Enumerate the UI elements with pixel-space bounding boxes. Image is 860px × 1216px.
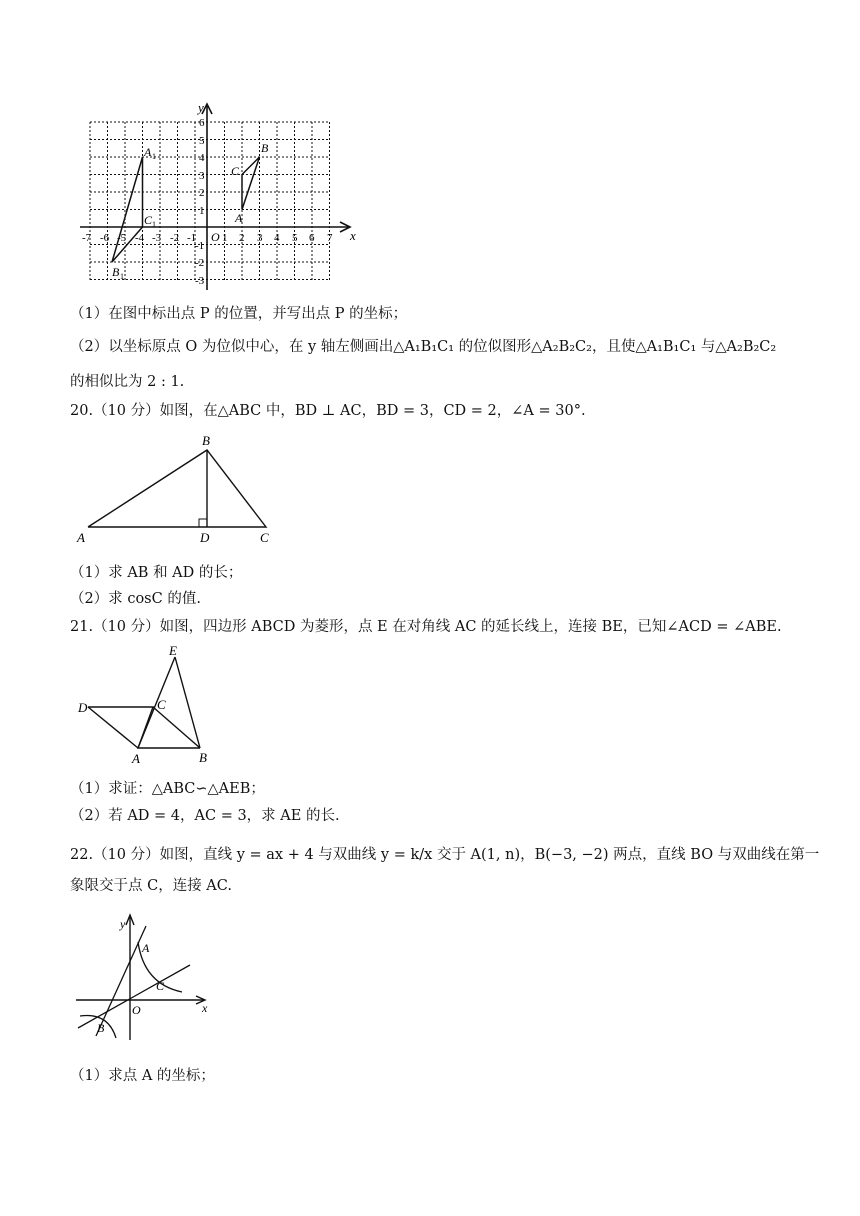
x-tick: 3	[257, 232, 263, 244]
right-angle-mark	[199, 519, 207, 527]
label-a: A	[142, 941, 150, 955]
y-tick: 6	[199, 117, 205, 129]
q20-stem: 20.（10 分）如图，在△ABC 中，BD ⊥ AC，BD = 3，CD = 2，∠A = 30°.	[70, 403, 586, 419]
q19-part1: （1）在图中标出点 P 的位置，并写出点 P 的坐标；	[70, 306, 408, 322]
triangle-abc	[88, 450, 266, 527]
y-tick: -1	[195, 240, 205, 252]
line-bo	[78, 965, 190, 1028]
q21-part1: （1）求证：△ABC∽△AEB；	[70, 781, 265, 797]
x-tick: -2	[170, 232, 180, 244]
label-b1-sub: 1	[120, 272, 124, 281]
origin-label: O	[132, 1003, 141, 1017]
y-tick: 2	[199, 187, 205, 199]
rhombus-abcd	[88, 707, 200, 748]
q21-rhombus-figure	[72, 640, 222, 770]
triangle-abc	[242, 157, 260, 210]
x-tick: 7	[327, 232, 333, 244]
q19-part2-line1: （2）以坐标原点 O 为位似中心，在 y 轴左侧画出△A₁B₁C₁ 的位似图形△A₂B₂C₂，且使△A₁B₁C₁ 与△A₂B₂C₂	[70, 339, 777, 355]
label-c: C	[157, 697, 166, 712]
q20-part2: （2）求 cosC 的值.	[70, 591, 201, 607]
x-axis-label: x	[350, 228, 356, 243]
x-tick: -1	[187, 232, 197, 244]
grid-lines	[90, 122, 330, 280]
x-tick: 4	[274, 232, 280, 244]
segment-be	[175, 657, 200, 748]
q21-stem: 21.（10 分）如图，四边形 ABCD 为菱形，点 E 在对角线 AC 的延长线上，连接 BE，已知∠ACD = ∠ABE.	[70, 619, 782, 635]
y-tick: -3	[195, 275, 205, 287]
q19-part2-line2: 的相似比为 2 : 1.	[70, 374, 185, 390]
y-tick: 5	[199, 135, 205, 147]
q19-grid-figure	[76, 100, 366, 290]
y-tick: 4	[199, 152, 205, 164]
label-a1: A	[144, 145, 152, 159]
q20-part1: （1）求 AB 和 AD 的长；	[70, 565, 243, 581]
label-c1-sub: 1	[152, 220, 156, 229]
q22-stem-line1: 22.（10 分）如图，直线 y = ax + 4 与双曲线 y = k/x 交于 A(1, n)，B(−3, −2) 两点，直线 BO 与双曲线在第一	[70, 847, 820, 863]
side-da	[88, 707, 138, 748]
label-c: C	[260, 530, 269, 545]
label-d: D	[200, 530, 210, 545]
x-tick: -5	[117, 232, 127, 244]
q21-part2: （2）若 AD = 4，AC = 3，求 AE 的长.	[70, 808, 340, 824]
y-axis-label: y	[198, 100, 204, 115]
label-b: B	[199, 750, 207, 765]
y-tick: 1	[199, 205, 205, 217]
label-b: B	[97, 1021, 105, 1035]
q22-part1: （1）求点 A 的坐标；	[70, 1068, 215, 1084]
label-b: B	[202, 433, 210, 448]
label-d: D	[78, 700, 88, 715]
x-tick: 2	[239, 232, 245, 244]
label-c: C	[231, 164, 240, 178]
triangle-a1b1c1	[112, 157, 143, 262]
label-c: C	[156, 979, 165, 993]
y-tick: -2	[195, 257, 205, 269]
x-tick: 6	[309, 232, 315, 244]
x-tick: 5	[292, 232, 298, 244]
label-a1-sub: 1	[152, 152, 156, 161]
q22-stem-line2: 象限交于点 C，连接 AC.	[70, 878, 232, 894]
label-b: B	[261, 141, 269, 155]
y-tick: 3	[199, 170, 205, 182]
origin-label: O	[211, 230, 220, 244]
x-tick: -7	[82, 232, 92, 244]
y-tick-labels	[195, 117, 205, 287]
x-tick: -3	[152, 232, 162, 244]
axis-x-label: x	[202, 1001, 208, 1015]
label-e: E	[169, 643, 177, 658]
x-tick: -4	[135, 232, 145, 244]
x-tick: -6	[100, 232, 110, 244]
label-a: A	[77, 530, 85, 545]
q22-graph-figure	[72, 912, 222, 1042]
label-c1: C	[144, 213, 153, 227]
axis-y-label: y	[120, 917, 126, 931]
x-tick: 1	[222, 232, 228, 244]
label-a: A	[132, 751, 140, 766]
q20-triangle-figure	[72, 430, 282, 548]
label-b1: B	[112, 265, 120, 279]
label-a: A	[235, 211, 243, 225]
side-cb	[153, 707, 200, 748]
